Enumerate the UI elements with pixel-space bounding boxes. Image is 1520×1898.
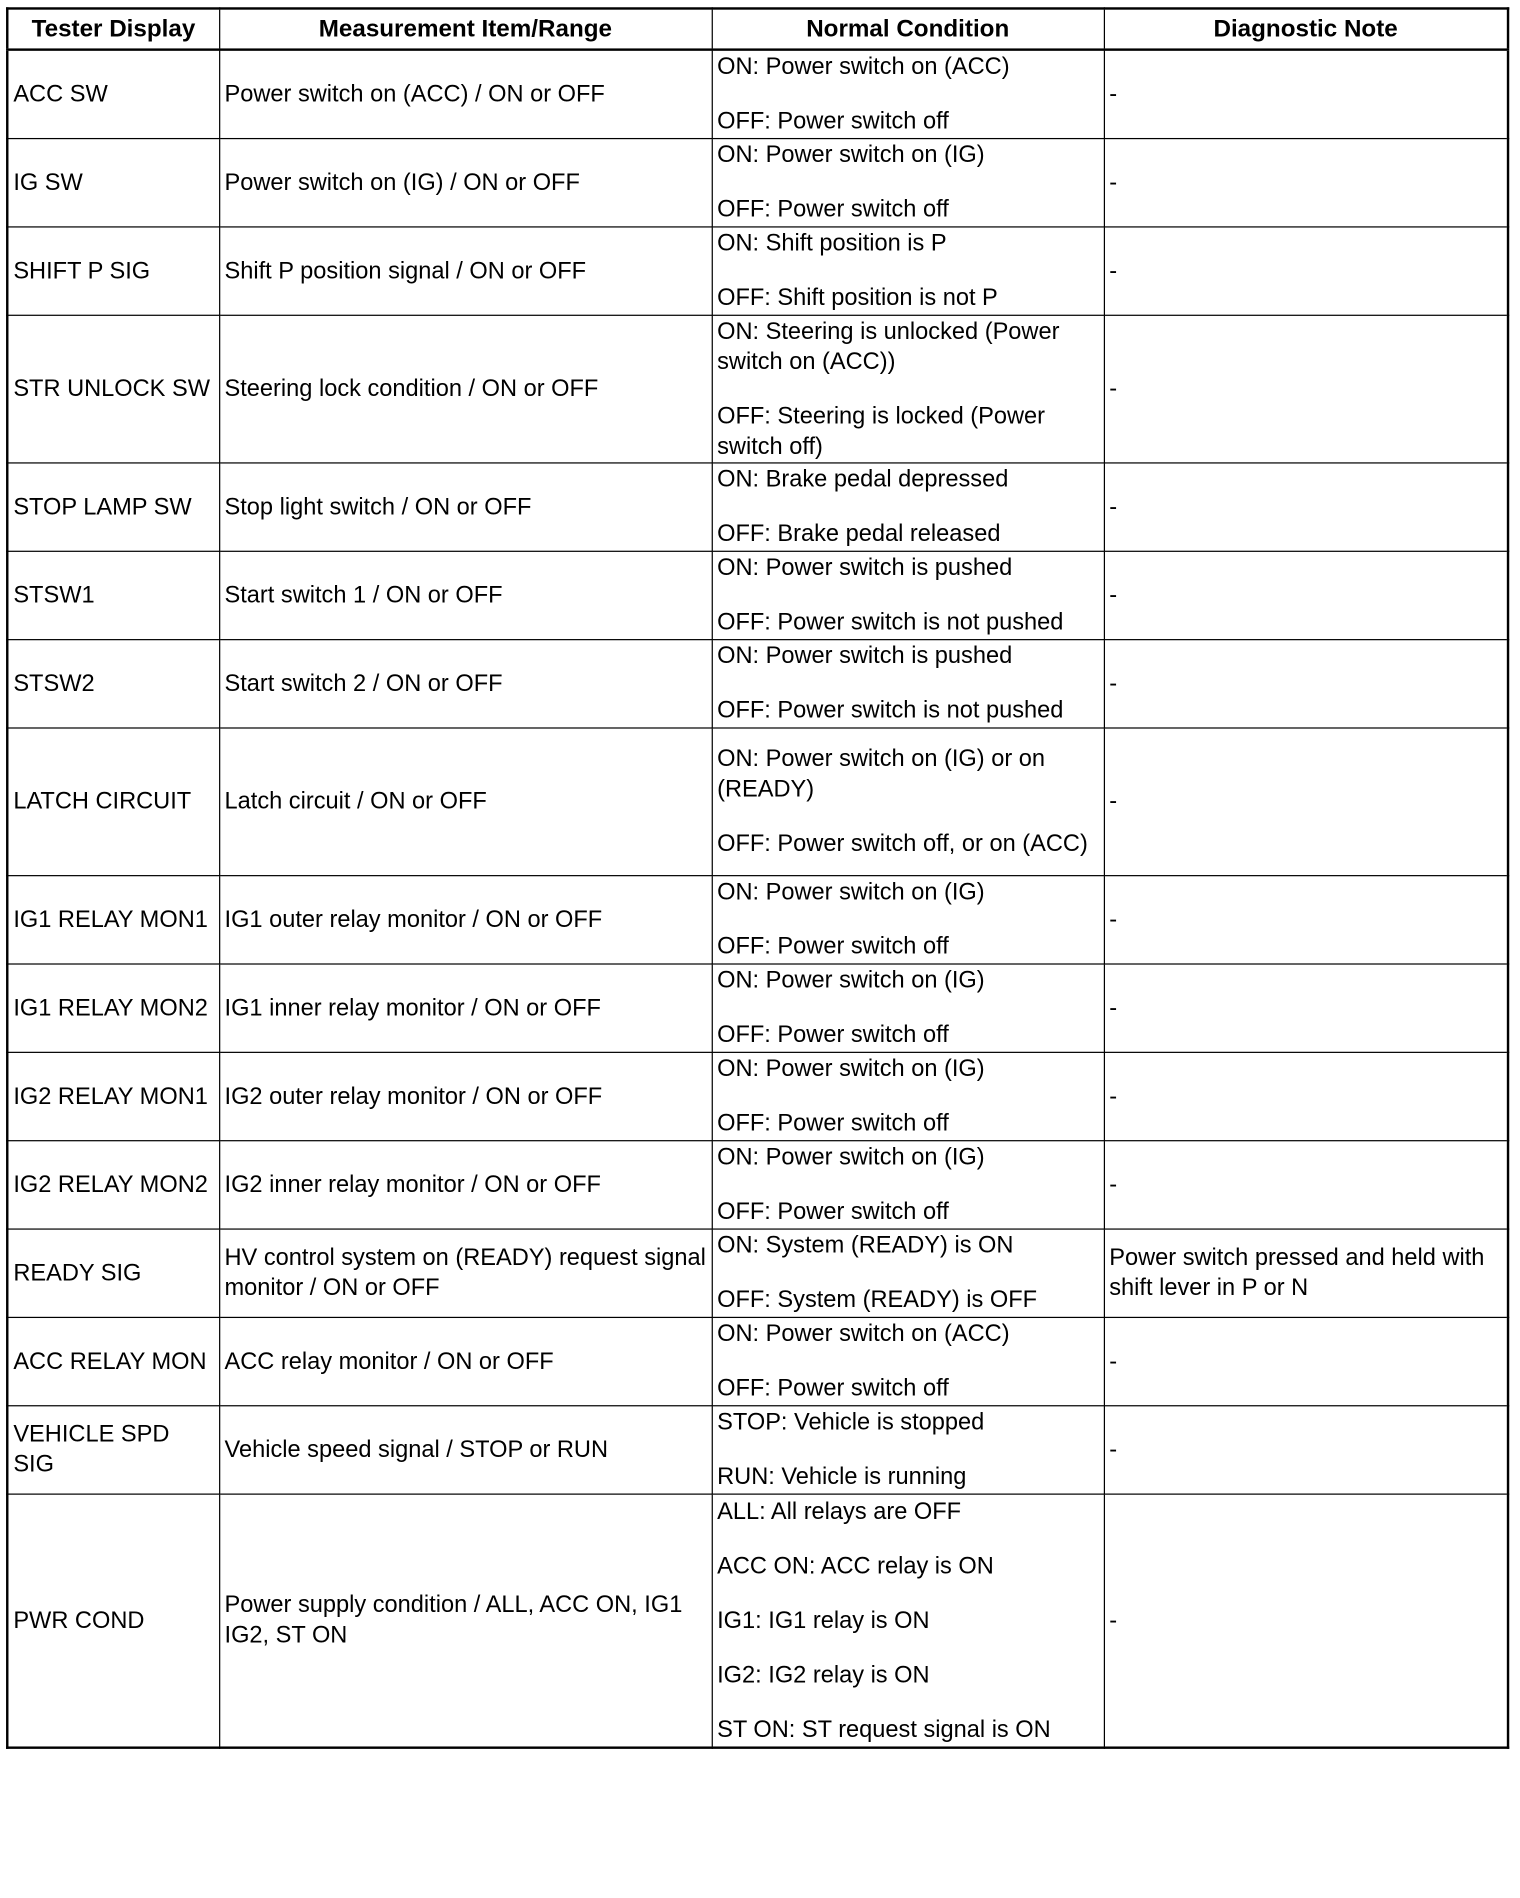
condition-line: OFF: Power switch off <box>717 1109 949 1137</box>
table-header-row <box>7 8 1508 49</box>
condition-line: OFF: Shift position is not P <box>717 284 998 312</box>
condition-line: OFF: Power switch off <box>717 1198 949 1225</box>
condition-line: ON: Power switch on (IG) <box>717 141 985 169</box>
condition-line: ACC ON: ACC relay is ON <box>717 1552 994 1579</box>
normal-condition-cell <box>712 227 1104 315</box>
table-row <box>7 1317 1508 1405</box>
table-row <box>7 139 1508 227</box>
tester-display-cell: SHIFT P SIG <box>7 227 219 315</box>
tester-display-cell: LATCH CIRCUIT <box>7 728 219 876</box>
condition-line: OFF: Power switch is not pushed <box>717 697 1064 724</box>
condition-line: STOP: Vehicle is stopped <box>717 1408 985 1436</box>
tester-display-cell: ACC RELAY MON <box>7 1317 219 1405</box>
condition-line: ON: Brake pedal depressed <box>717 465 1009 493</box>
diagnostic-note-cell: - <box>1104 315 1508 463</box>
condition-line: ON: System (READY) is ON <box>717 1232 1014 1259</box>
normal-condition-cell <box>712 1317 1104 1405</box>
condition-line: ON: Power switch on (ACC) <box>717 53 1010 80</box>
diagnostic-note-cell: - <box>1104 551 1508 639</box>
condition-line: OFF: Steering is locked (Power switch off) <box>717 402 1046 460</box>
diagnostic-note-cell: - <box>1104 1317 1508 1405</box>
measurement-item-cell: IG2 outer relay monitor / ON or OFF <box>219 1052 712 1140</box>
condition-line: OFF: Power switch off <box>717 1374 949 1402</box>
normal-condition-cell <box>712 964 1104 1052</box>
normal-condition-cell <box>712 1052 1104 1140</box>
table-row <box>7 728 1508 876</box>
tester-display-cell: IG1 RELAY MON2 <box>7 964 219 1052</box>
normal-condition-cell <box>712 1406 1104 1494</box>
diagnostic-note-cell: - <box>1104 139 1508 227</box>
condition-line: OFF: Power switch off, or on (ACC) <box>717 830 1088 857</box>
header-measurement-item: Measurement Item/Range <box>219 8 712 49</box>
condition-line: ST ON: ST request signal is ON <box>717 1715 1051 1743</box>
diagnostic-note-cell: - <box>1104 1141 1508 1229</box>
measurement-item-cell: Stop light switch / ON or OFF <box>219 463 712 551</box>
table-row <box>7 463 1508 551</box>
normal-condition-cell <box>712 1229 1104 1317</box>
condition-line: RUN: Vehicle is running <box>717 1463 967 1490</box>
measurement-item-cell: ACC relay monitor / ON or OFF <box>219 1317 712 1405</box>
measurement-item-cell: Steering lock condition / ON or OFF <box>219 315 712 463</box>
diagnostic-note-cell: - <box>1104 728 1508 876</box>
normal-condition-cell <box>712 315 1104 463</box>
tester-display-cell: STOP LAMP SW <box>7 463 219 551</box>
header-normal-condition: Normal Condition <box>712 8 1104 49</box>
condition-line: ON: Power switch on (IG) <box>717 967 985 994</box>
header-diagnostic-note: Diagnostic Note <box>1104 8 1508 49</box>
measurement-item-cell: Start switch 2 / ON or OFF <box>219 640 712 728</box>
measurement-item-cell: HV control system on (READY) request signal monitor / ON or OFF <box>219 1229 712 1317</box>
normal-condition-cell <box>712 1141 1104 1229</box>
table-row <box>7 1052 1508 1140</box>
diagnostic-note-cell: - <box>1104 50 1508 139</box>
diagnostic-note-cell: - <box>1104 1406 1508 1494</box>
condition-line: ON: Power switch is pushed <box>717 642 1013 670</box>
normal-condition-cell <box>712 876 1104 964</box>
condition-line: IG1: IG1 relay is ON <box>717 1606 930 1634</box>
table-row <box>7 640 1508 728</box>
tester-display-cell: IG1 RELAY MON1 <box>7 876 219 964</box>
condition-line: ON: Power switch on (ACC) <box>717 1320 1010 1348</box>
condition-line: ON: Power switch on (IG) <box>717 1143 985 1171</box>
table-row <box>7 50 1508 139</box>
diagnostic-note-cell: - <box>1104 640 1508 728</box>
diagnostic-note-cell: - <box>1104 1052 1508 1140</box>
tester-display-cell: PWR COND <box>7 1494 219 1748</box>
condition-line: ON: Power switch is pushed <box>717 554 1013 581</box>
normal-condition-cell <box>712 463 1104 551</box>
condition-line: OFF: Power switch is not pushed <box>717 608 1064 636</box>
condition-line: OFF: System (READY) is OFF <box>717 1286 1038 1314</box>
table-row <box>7 315 1508 463</box>
table-row <box>7 1141 1508 1229</box>
normal-condition-cell <box>712 50 1104 139</box>
condition-line: ON: Power switch on (IG) or on (READY) <box>717 745 1045 803</box>
measurement-item-cell: Vehicle speed signal / STOP or RUN <box>219 1406 712 1494</box>
tester-display-cell: STSW2 <box>7 640 219 728</box>
measurement-item-cell: Power supply condition / ALL, ACC ON, IG1 IG2, ST ON <box>219 1494 712 1748</box>
condition-line: ON: Power switch on (IG) <box>717 878 985 906</box>
condition-line: IG2: IG2 relay is ON <box>717 1661 930 1688</box>
measurement-item-cell: IG2 inner relay monitor / ON or OFF <box>219 1141 712 1229</box>
normal-condition-cell <box>712 551 1104 639</box>
condition-line: ON: Steering is unlocked (Power switch on (ACC)) <box>717 317 1060 375</box>
tester-display-cell: IG2 RELAY MON2 <box>7 1141 219 1229</box>
condition-line: ALL: All relays are OFF <box>717 1497 962 1525</box>
normal-condition-cell <box>712 139 1104 227</box>
tester-display-cell: VEHICLE SPD SIG <box>7 1406 219 1494</box>
diagnostic-note-cell: Power switch pressed and held with shift lever in P or N <box>1104 1229 1508 1317</box>
condition-line: ON: Shift position is P <box>717 229 947 257</box>
data-list-table <box>6 7 1509 1749</box>
measurement-item-cell: Start switch 1 / ON or OFF <box>219 551 712 639</box>
normal-condition-cell <box>712 1494 1104 1748</box>
diagnostic-note-cell: - <box>1104 964 1508 1052</box>
table-row <box>7 1406 1508 1494</box>
measurement-item-cell: Shift P position signal / ON or OFF <box>219 227 712 315</box>
tester-display-cell: READY SIG <box>7 1229 219 1317</box>
table-row <box>7 1229 1508 1317</box>
tester-display-cell: IG SW <box>7 139 219 227</box>
normal-condition-cell <box>712 728 1104 876</box>
measurement-item-cell: Power switch on (IG) / ON or OFF <box>219 139 712 227</box>
header-tester-display: Tester Display <box>7 8 219 49</box>
table-row <box>7 876 1508 964</box>
measurement-item-cell: IG1 inner relay monitor / ON or OFF <box>219 964 712 1052</box>
table-row <box>7 551 1508 639</box>
measurement-item-cell: Power switch on (ACC) / ON or OFF <box>219 50 712 139</box>
table-row <box>7 1494 1508 1748</box>
condition-line: ON: Power switch on (IG) <box>717 1055 985 1083</box>
table-row <box>7 964 1508 1052</box>
measurement-item-cell: IG1 outer relay monitor / ON or OFF <box>219 876 712 964</box>
condition-line: OFF: Power switch off <box>717 107 949 135</box>
diagnostic-note-cell: - <box>1104 876 1508 964</box>
condition-line: OFF: Power switch off <box>717 1021 949 1049</box>
measurement-item-cell: Latch circuit / ON or OFF <box>219 728 712 876</box>
tester-display-cell: STSW1 <box>7 551 219 639</box>
diagnostic-note-cell: - <box>1104 1494 1508 1748</box>
condition-line: OFF: Power switch off <box>717 933 949 960</box>
diagnostic-note-cell: - <box>1104 227 1508 315</box>
condition-line: OFF: Power switch off <box>717 196 949 223</box>
tester-display-cell: ACC SW <box>7 50 219 139</box>
diagnostic-note-cell: - <box>1104 463 1508 551</box>
condition-line: OFF: Brake pedal released <box>717 520 1001 548</box>
table-row <box>7 227 1508 315</box>
tester-display-cell: IG2 RELAY MON1 <box>7 1052 219 1140</box>
tester-display-cell: STR UNLOCK SW <box>7 315 219 463</box>
normal-condition-cell <box>712 640 1104 728</box>
